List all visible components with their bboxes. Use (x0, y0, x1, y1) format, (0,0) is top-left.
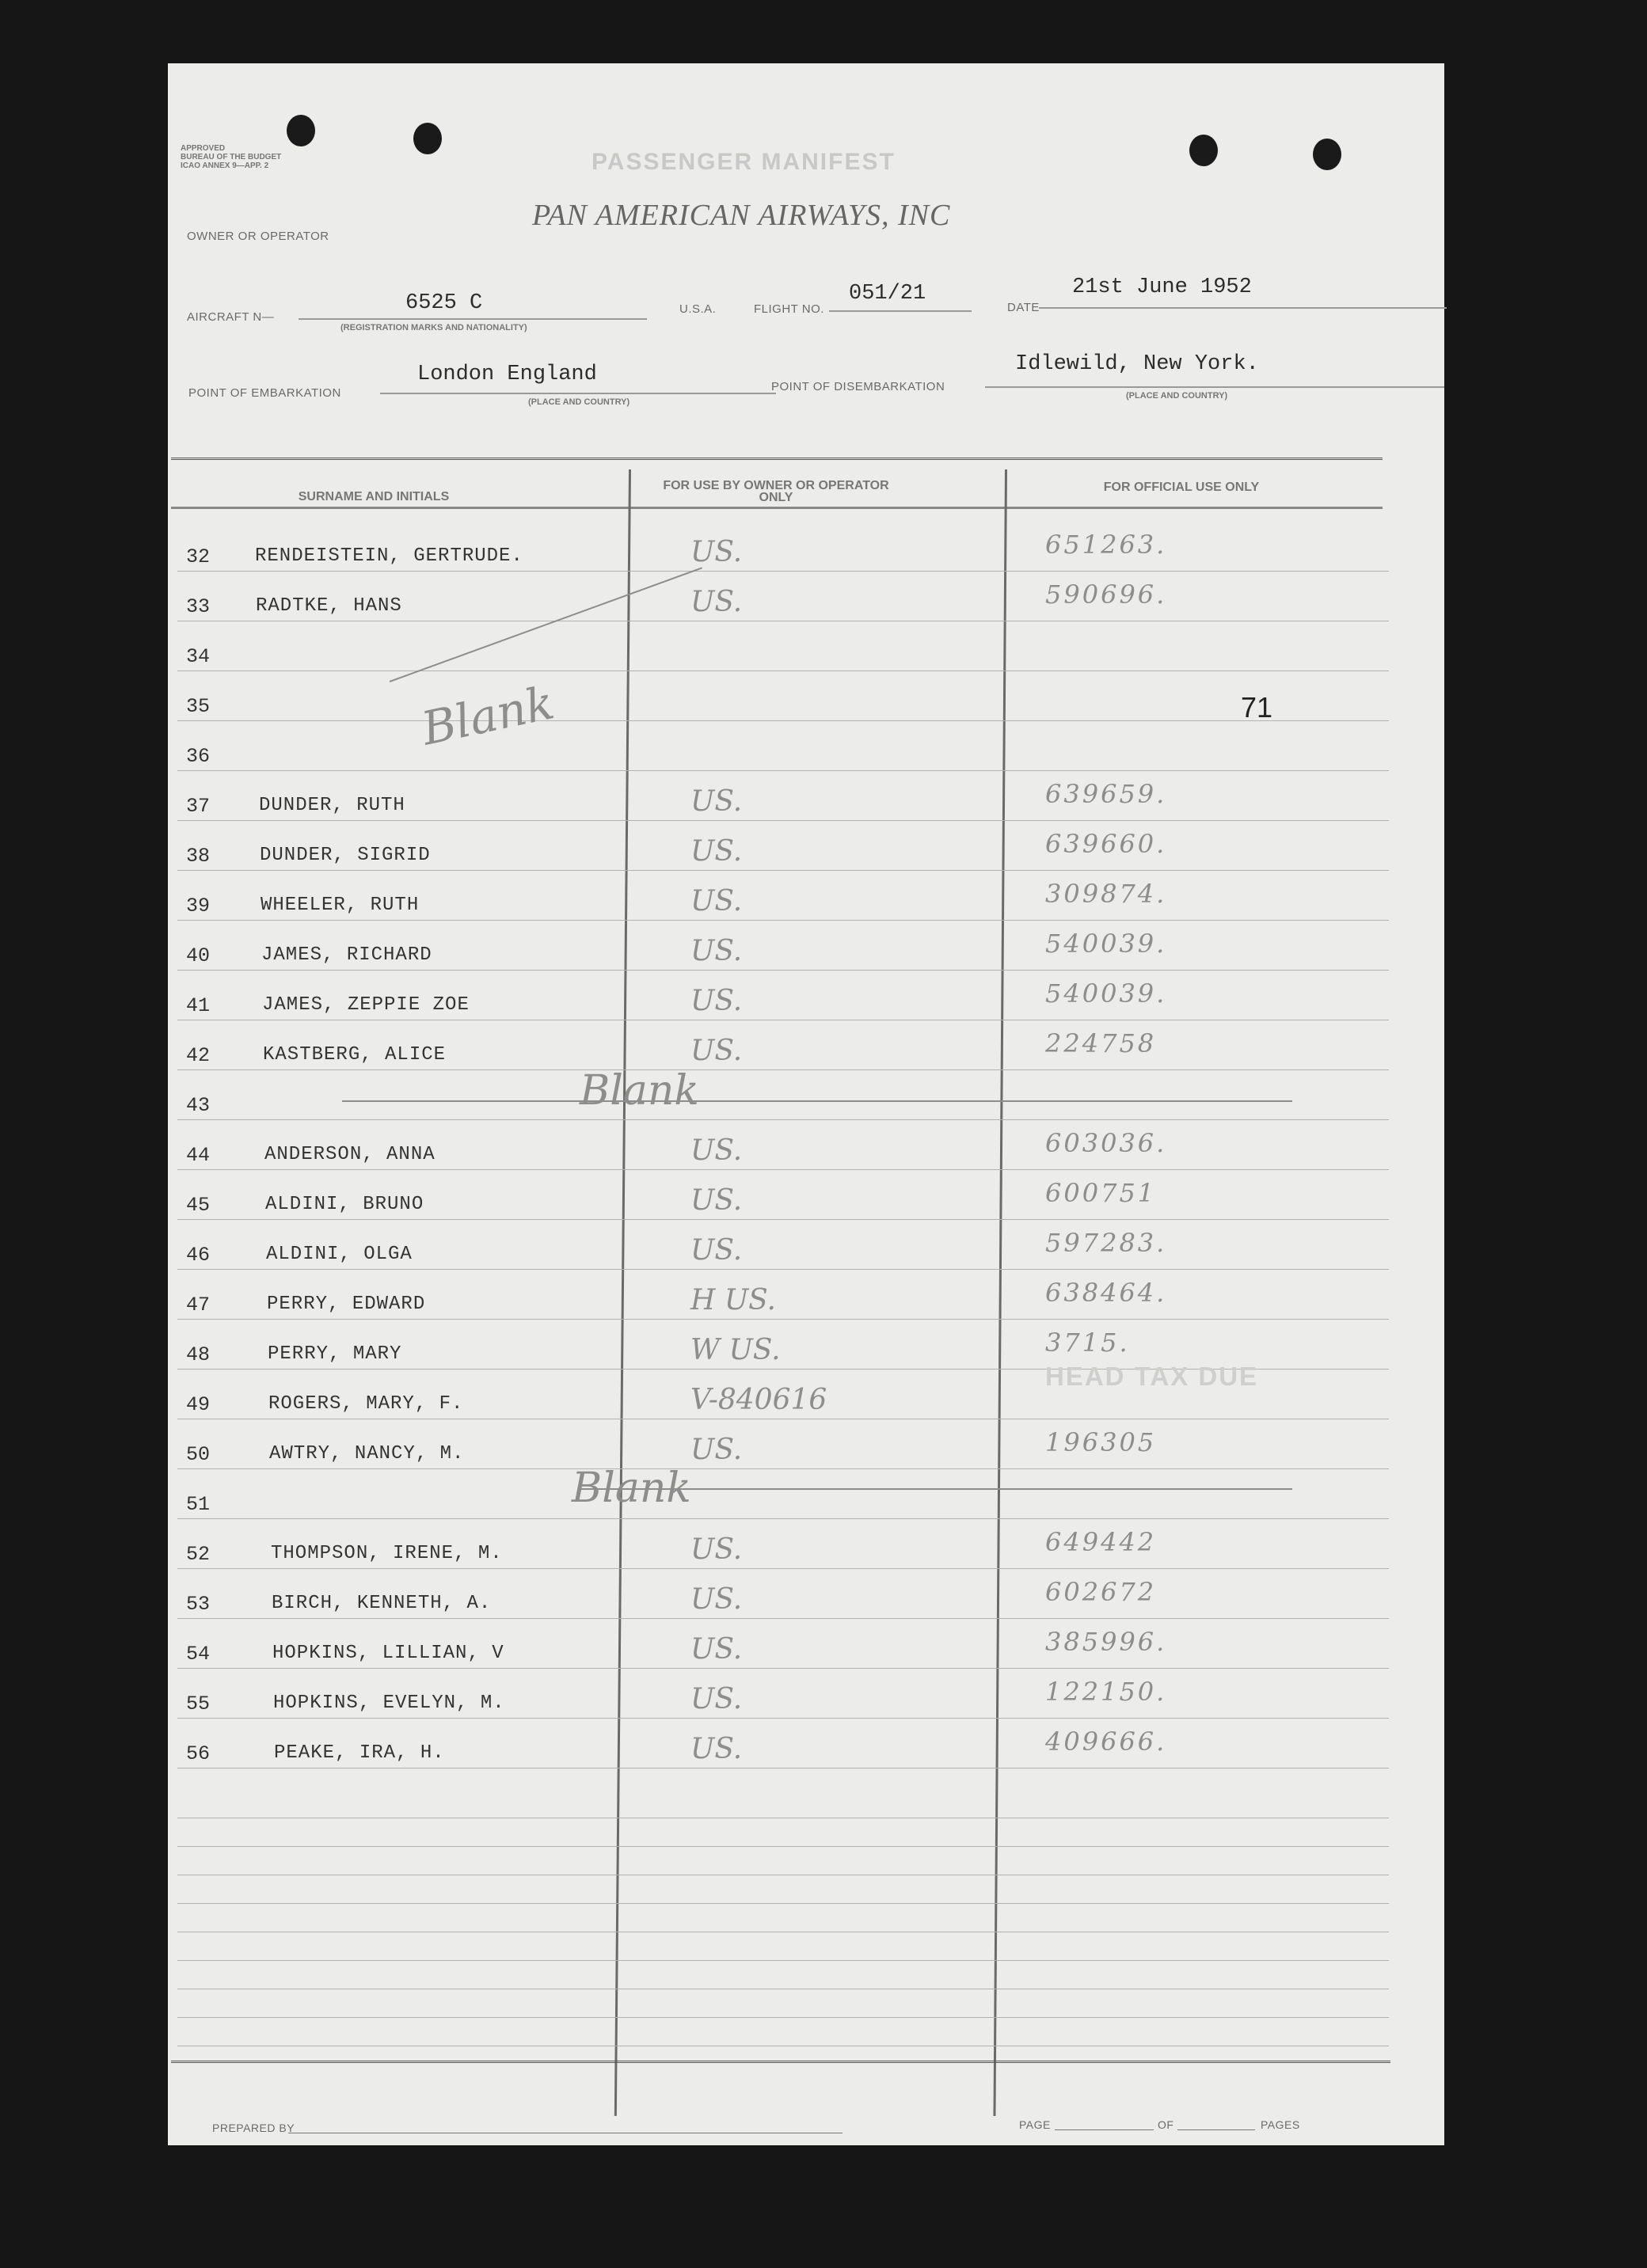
blank-strike (580, 1488, 1292, 1490)
operator-entry: US. (690, 1683, 743, 1715)
head-tax-stamp: HEAD TAX DUE (1045, 1362, 1259, 1391)
approval-line: ICAO ANNEX 9—APP. 2 (181, 161, 269, 170)
row-number: 47 (185, 1294, 210, 1316)
row-number: 52 (185, 1543, 210, 1566)
row-rule (177, 1468, 1389, 1469)
passenger-name: PERRY, MARY (268, 1343, 402, 1365)
row-rule (177, 1846, 1389, 1847)
row-rule (177, 970, 1389, 971)
official-entry: 224758 (1045, 1028, 1157, 1058)
flight-value: 051/21 (849, 282, 926, 306)
punch-hole (1189, 135, 1218, 166)
date-line (1039, 307, 1447, 309)
row-rule (177, 1618, 1389, 1619)
operator-entry: US. (690, 985, 743, 1017)
row-rule (177, 720, 1389, 721)
row-number: 43 (185, 1094, 210, 1117)
column-divider (993, 469, 1007, 2116)
row-rule (177, 1568, 1389, 1569)
official-entry: 196305 (1045, 1427, 1157, 1457)
official-entry: 638464. (1045, 1278, 1167, 1308)
row-number: 54 (185, 1643, 210, 1666)
row-number: 42 (185, 1044, 210, 1067)
passenger-name: DUNDER, SIGRID (260, 845, 431, 866)
official-entry: 639660. (1045, 829, 1167, 859)
operator-entry: US. (690, 1434, 743, 1466)
row-number: 55 (185, 1692, 210, 1715)
operator-entry: W US. (690, 1334, 781, 1366)
punch-hole (287, 115, 315, 146)
row-rule (177, 1518, 1389, 1519)
operator-entry: US. (690, 935, 743, 967)
row-number: 50 (185, 1443, 210, 1466)
official-entry: 122150. (1045, 1677, 1167, 1707)
row-rule (177, 571, 1389, 572)
row-rule (177, 920, 1389, 921)
date-value: 21st June 1952 (1072, 275, 1252, 299)
stamp-number: 71 (1241, 691, 1273, 724)
operator-entry: US. (690, 1134, 743, 1167)
operator-entry: US. (690, 586, 743, 618)
embark-value: London England (417, 363, 597, 386)
column-divider (614, 469, 631, 2116)
passenger-name: RADTKE, HANS (256, 595, 402, 617)
operator-entry: US. (690, 536, 743, 568)
passenger-name: ANDERSON, ANNA (264, 1144, 436, 1165)
row-rule (177, 1219, 1389, 1220)
operator-entry: US. (690, 1633, 743, 1666)
official-entry: 600751 (1045, 1178, 1157, 1208)
col-header-owner: FOR USE BY OWNER OR OPERATOR ONLY (663, 479, 889, 504)
row-number: 56 (185, 1742, 210, 1765)
owner-label: OWNER OR OPERATOR (187, 230, 329, 243)
operator-entry: V-840616 (690, 1384, 827, 1416)
passenger-name: HOPKINS, EVELYN, M. (273, 1692, 505, 1714)
passenger-name: ALDINI, OLGA (266, 1244, 413, 1265)
row-number: 38 (185, 845, 210, 868)
operator-entry: US. (690, 1035, 743, 1067)
approval-line: BUREAU OF THE BUDGET (181, 153, 282, 161)
row-rule (177, 1903, 1389, 1904)
manifest-sheet (168, 63, 1444, 2145)
passenger-name: PERRY, EDWARD (267, 1294, 426, 1315)
usa-label: U.S.A. (679, 302, 717, 316)
row-number: 40 (185, 944, 210, 967)
row-number: 41 (185, 994, 210, 1017)
official-entry: 639659. (1045, 779, 1167, 809)
blank-mark: Blank (572, 1465, 691, 1512)
passenger-name: WHEELER, RUTH (261, 895, 420, 916)
official-entry: 603036. (1045, 1128, 1167, 1158)
passenger-name: JAMES, RICHARD (261, 944, 432, 966)
pages-label: PAGES (1261, 2118, 1300, 2131)
flight-label: FLIGHT NO. (754, 302, 824, 316)
aircraft-value: 6525 C (405, 291, 483, 315)
row-number: 44 (185, 1144, 210, 1167)
approval-block (181, 144, 281, 170)
registration-caption: (REGISTRATION MARKS AND NATIONALITY) (340, 323, 527, 332)
col-header-official: FOR OFFICIAL USE ONLY (1103, 481, 1260, 494)
row-number: 48 (185, 1343, 210, 1366)
aircraft-line (299, 318, 647, 320)
row-number: 33 (185, 595, 210, 618)
embark-label: POINT OF EMBARKATION (188, 386, 341, 400)
of-label: OF (1158, 2118, 1174, 2131)
row-rule (177, 1119, 1389, 1120)
operator-entry: US. (690, 785, 743, 818)
embark-line (380, 393, 776, 394)
col-header-name: SURNAME AND INITIALS (298, 490, 450, 503)
row-rule (177, 1069, 1389, 1070)
passenger-name: THOMPSON, IRENE, M. (271, 1543, 503, 1564)
operator-entry: US. (690, 1184, 743, 1217)
table-bottom-rule (171, 2061, 1390, 2063)
official-entry: 540039. (1045, 978, 1167, 1009)
row-rule (177, 1269, 1389, 1270)
row-number: 34 (185, 645, 210, 668)
blank-mark: Blank (417, 675, 559, 756)
operator-entry: US. (690, 1583, 743, 1616)
official-entry: 3715. (1045, 1328, 1130, 1358)
official-entry: 590696. (1045, 579, 1167, 610)
passenger-name: JAMES, ZEPPIE ZOE (262, 994, 470, 1016)
passenger-name: ALDINI, BRUNO (265, 1194, 424, 1215)
blank-strike (342, 1100, 1292, 1102)
passenger-name: PEAKE, IRA, H. (274, 1742, 445, 1764)
row-rule (177, 2017, 1389, 2018)
of-line (1177, 2129, 1255, 2130)
operator-entry: H US. (690, 1284, 776, 1316)
official-entry: 649442 (1045, 1527, 1157, 1557)
row-number: 45 (185, 1194, 210, 1217)
row-number: 36 (185, 745, 210, 768)
page-line (1055, 2129, 1154, 2130)
table-top-rule (171, 458, 1383, 460)
passenger-name: RENDEISTEIN, GERTRUDE. (255, 545, 523, 567)
row-rule (177, 1319, 1389, 1320)
official-entry: 409666. (1045, 1727, 1167, 1757)
passenger-name: KASTBERG, ALICE (263, 1044, 447, 1066)
disembark-line (985, 386, 1444, 388)
page-label: PAGE (1019, 2118, 1051, 2131)
official-entry: 651263. (1045, 530, 1167, 560)
blank-mark: Blank (580, 1067, 699, 1115)
row-number: 39 (185, 895, 210, 917)
row-number: 53 (185, 1593, 210, 1616)
table-header-rule (171, 507, 1383, 509)
official-entry: 385996. (1045, 1627, 1167, 1657)
approval-line: APPROVED (181, 144, 226, 153)
operator-entry: US. (690, 835, 743, 868)
row-rule (177, 1668, 1389, 1669)
disembark-value: Idlewild, New York. (1015, 352, 1259, 376)
row-number: 49 (185, 1393, 210, 1416)
passenger-name: AWTRY, NANCY, M. (269, 1443, 465, 1465)
passenger-name: ROGERS, MARY, F. (268, 1393, 464, 1415)
disembark-caption: (PLACE AND COUNTRY) (1126, 391, 1228, 401)
disembark-label: POINT OF DISEMBARKATION (771, 380, 945, 393)
aircraft-label: AIRCRAFT N— (187, 310, 275, 324)
embark-caption: (PLACE AND COUNTRY) (528, 397, 630, 407)
row-number: 46 (185, 1244, 210, 1267)
blank-strike (390, 567, 702, 682)
operator-name: PAN AMERICAN AIRWAYS, INC (532, 199, 951, 232)
date-label: DATE (1007, 301, 1040, 314)
row-rule (177, 1718, 1389, 1719)
prepared-by-label: PREPARED BY (212, 2122, 295, 2134)
row-rule (177, 770, 1389, 771)
row-rule (177, 820, 1389, 821)
official-entry: 602672 (1045, 1577, 1157, 1607)
passenger-name: HOPKINS, LILLIAN, V (272, 1643, 504, 1664)
operator-entry: US. (690, 1533, 743, 1566)
official-entry: 597283. (1045, 1228, 1167, 1258)
punch-hole (1313, 139, 1341, 170)
row-rule (177, 1169, 1389, 1170)
form-title: PASSENGER MANIFEST (591, 149, 896, 175)
punch-hole (413, 123, 442, 154)
row-number: 32 (185, 545, 210, 568)
operator-entry: US. (690, 1733, 743, 1765)
official-entry: 540039. (1045, 929, 1167, 959)
official-entry: 309874. (1045, 879, 1167, 909)
row-rule (177, 870, 1389, 871)
row-number: 35 (185, 695, 210, 718)
row-number: 37 (185, 795, 210, 818)
flight-line (829, 310, 972, 312)
operator-entry: US. (690, 1234, 743, 1267)
row-rule (177, 1960, 1389, 1961)
operator-entry: US. (690, 885, 743, 917)
passenger-name: BIRCH, KENNETH, A. (272, 1593, 492, 1614)
row-number: 51 (185, 1493, 210, 1516)
passenger-name: DUNDER, RUTH (259, 795, 405, 816)
